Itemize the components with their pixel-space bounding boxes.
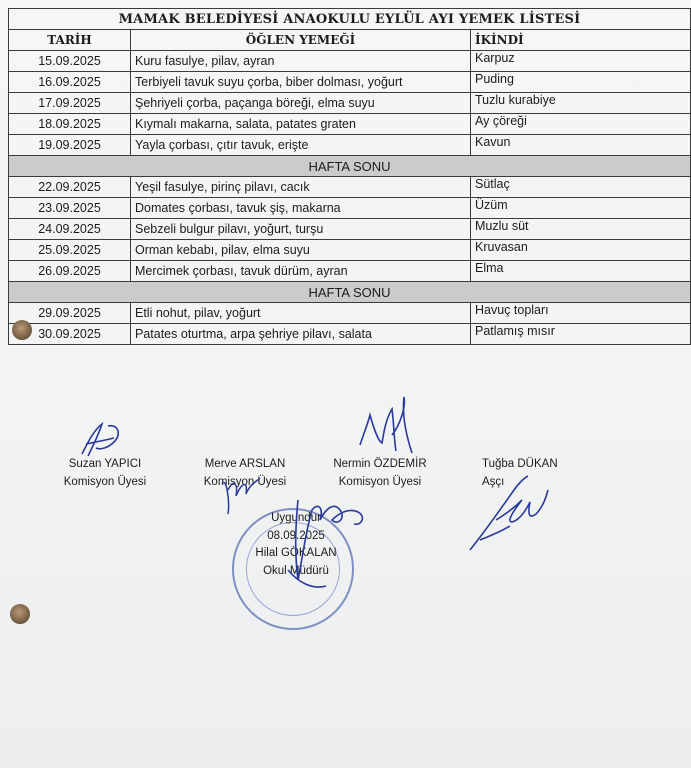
table-row	[9, 135, 691, 156]
date-cell: 18.09.2025	[9, 114, 131, 135]
weekend-label: HAFTA SONU	[9, 156, 691, 177]
date-cell: 29.09.2025	[9, 303, 131, 324]
snack-cell: Elma	[471, 261, 691, 282]
lunch-cell: Etli nohut, pilav, yoğurt	[131, 303, 471, 324]
lunch-cell: Yeşil fasulye, pirinç pilavı, cacık	[131, 177, 471, 198]
weekend-row	[9, 156, 691, 177]
approval-date: 08.09.2025	[267, 529, 325, 542]
signatory-3	[318, 455, 442, 491]
signatory-role: Komisyon Üyesi	[338, 476, 422, 488]
snack-cell: Tuzlu kurabiye	[471, 93, 691, 114]
signature-nermin	[356, 395, 416, 460]
snack-cell: Havuç topları	[471, 303, 691, 324]
table-row	[9, 219, 691, 240]
table-row	[9, 51, 691, 72]
date-cell: 16.09.2025	[9, 72, 131, 93]
lunch-cell: Terbiyeli tavuk suyu çorba, biber dolması, yoğurt	[131, 72, 471, 93]
signatory-role: Komisyon Üyesi	[63, 476, 147, 488]
lunch-header: ÖĞLEN YEMEĞİ	[131, 30, 471, 51]
snack-cell: Kruvasan	[471, 240, 691, 261]
lunch-cell: Domates çorbası, tavuk şiş, makarna	[131, 198, 471, 219]
snack-cell: Üzüm	[471, 198, 691, 219]
table-row	[9, 261, 691, 282]
snack-cell: Kavun	[471, 135, 691, 156]
table-row	[9, 303, 691, 324]
approval-name: Hilal GÖKALAN	[255, 547, 337, 559]
table-row	[9, 93, 691, 114]
signatory-role: Aşçı	[482, 476, 505, 488]
table-row	[9, 324, 691, 345]
signatory-name: Nermin ÖZDEMİR	[333, 458, 427, 470]
date-cell: 23.09.2025	[9, 198, 131, 219]
menu-title: MAMAK BELEDİYESİ ANAOKULU EYLÜL AYI YEMEK LİSTESİ	[9, 9, 691, 30]
snack-cell: Sütlaç	[471, 177, 691, 198]
lunch-cell: Kıymalı makarna, salata, patates graten	[131, 114, 471, 135]
punch-hole	[10, 604, 30, 624]
date-cell: 17.09.2025	[9, 93, 131, 114]
signature-merve	[216, 470, 266, 520]
approval-title: Okul Müdürü	[263, 564, 329, 577]
table-row	[9, 72, 691, 93]
table-row	[9, 240, 691, 261]
date-cell: 24.09.2025	[9, 219, 131, 240]
date-cell: 22.09.2025	[9, 177, 131, 198]
table-row	[9, 198, 691, 219]
snack-cell: Karpuz	[471, 51, 691, 72]
punch-hole	[12, 320, 32, 340]
date-cell: 25.09.2025	[9, 240, 131, 261]
date-header: TARİH	[9, 30, 131, 51]
date-cell: 15.09.2025	[9, 51, 131, 72]
snack-cell: Puding	[471, 72, 691, 93]
lunch-cell: Patates oturtma, arpa şehriye pilavı, salata	[131, 324, 471, 345]
lunch-cell: Sebzeli bulgur pilavı, yoğurt, turşu	[131, 219, 471, 240]
table-row	[9, 114, 691, 135]
date-cell: 19.09.2025	[9, 135, 131, 156]
snack-cell: Patlamış mısır	[471, 324, 691, 345]
lunch-cell: Kuru fasulye, pilav, ayran	[131, 51, 471, 72]
signatory-name: Tuğba DÜKAN	[482, 458, 558, 470]
approval-label: Uygundur	[271, 512, 321, 524]
signature-suzan	[74, 420, 134, 460]
lunch-cell: Yayla çorbası, çıtır tavuk, erişte	[131, 135, 471, 156]
date-cell: 30.09.2025	[9, 324, 131, 345]
signatory-name: Merve ARSLAN	[204, 458, 286, 470]
snack-header: İKİNDİ	[471, 30, 691, 51]
menu-table	[8, 8, 691, 345]
signatory-role: Komisyon Üyesi	[203, 476, 287, 488]
table-row	[9, 177, 691, 198]
signatory-name: Suzan YAPICI	[68, 458, 142, 470]
snack-cell: Muzlu süt	[471, 219, 691, 240]
signatory-1	[50, 455, 160, 491]
weekend-row	[9, 282, 691, 303]
signature-hilal	[268, 490, 388, 600]
signature-tugba	[466, 470, 551, 555]
lunch-cell: Orman kebabı, pilav, elma suyu	[131, 240, 471, 261]
weekend-label: HAFTA SONU	[9, 282, 691, 303]
lunch-cell: Şehriyeli çorba, paçanga böreği, elma suyu	[131, 93, 471, 114]
lunch-cell: Mercimek çorbası, tavuk dürüm, ayran	[131, 261, 471, 282]
date-cell: 26.09.2025	[9, 261, 131, 282]
snack-cell: Ay çöreği	[471, 114, 691, 135]
